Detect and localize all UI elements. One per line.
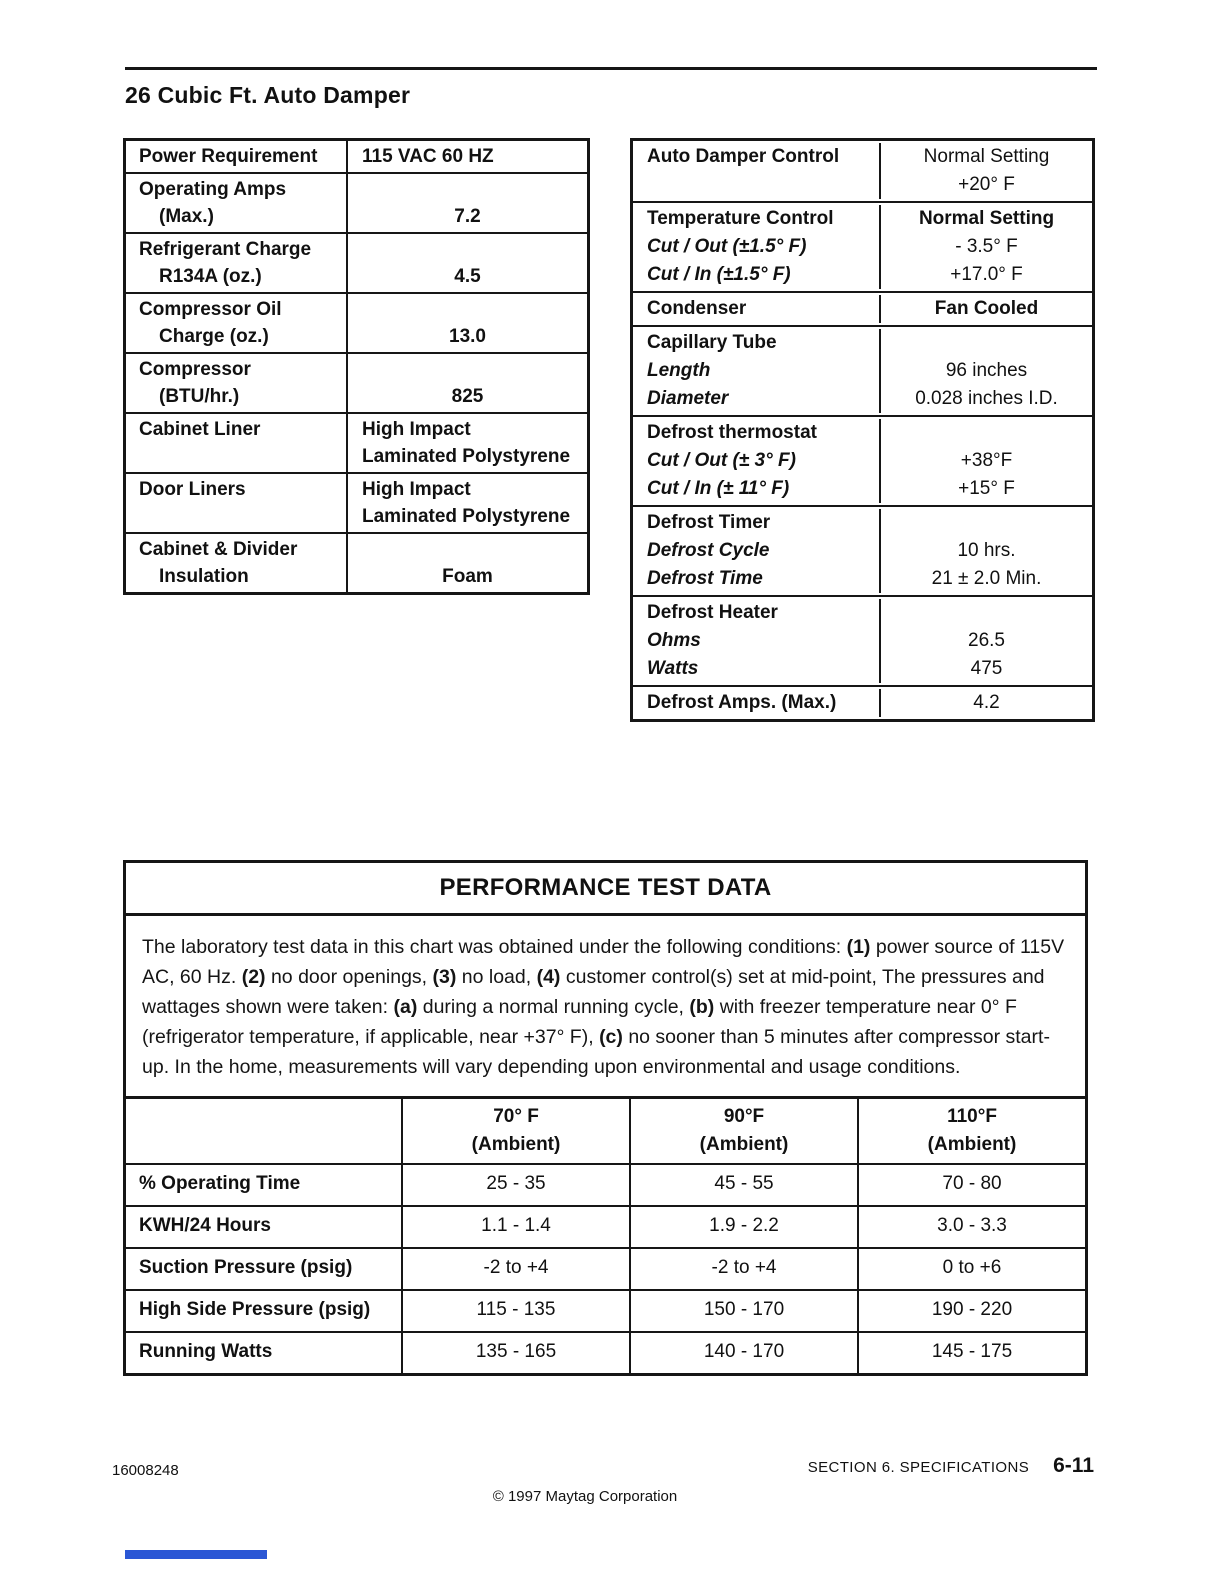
conditions-marker: (b)	[689, 996, 715, 1018]
table-row	[633, 627, 1092, 655]
spec-value-cell	[348, 174, 587, 232]
spec-value-cell	[348, 534, 587, 592]
table-row	[126, 1207, 1085, 1249]
spec-label: Defrost Heater	[633, 599, 881, 627]
spec-value-cell	[348, 474, 587, 532]
spec-label: Cut / In (±1.5° F)	[633, 261, 881, 289]
spec-label: Watts	[633, 655, 881, 683]
top-rule	[125, 67, 1097, 70]
table-group	[633, 327, 1092, 417]
spec-value-cell	[348, 234, 587, 292]
table-row	[633, 475, 1092, 503]
table-row	[633, 357, 1092, 385]
table-row	[633, 537, 1092, 565]
row-value: 25 - 35	[403, 1165, 631, 1205]
spec-value: +20° F	[958, 174, 1015, 195]
conditions-text: no load,	[456, 966, 537, 988]
row-label: % Operating Time	[126, 1165, 403, 1205]
row-value: 190 - 220	[931, 1299, 1013, 1320]
spec-label-line2: (BTU/hr.)	[159, 386, 240, 407]
spec-label-cell	[126, 141, 348, 172]
spec-label-line2: (Max.)	[159, 206, 214, 227]
conditions-text: no door openings,	[265, 966, 433, 988]
table-row	[633, 329, 1092, 357]
row-value: 140 - 170	[631, 1333, 859, 1373]
row-value: 1.9 - 2.2	[631, 1207, 859, 1247]
table-group	[633, 507, 1092, 597]
copyright-line: © 1997 Maytag Corporation	[492, 1488, 678, 1505]
conditions-marker: (4)	[536, 966, 561, 988]
spec-value: +15° F	[958, 478, 1015, 499]
spec-value: Normal Setting	[923, 146, 1050, 167]
table-group	[633, 293, 1092, 327]
table-row	[633, 295, 1092, 323]
row-label: Suction Pressure (psig)	[126, 1249, 403, 1289]
spec-label-cell	[126, 354, 348, 412]
conditions-marker: (2)	[241, 966, 266, 988]
table-row	[126, 1165, 1085, 1207]
spec-label: Defrost Time	[633, 565, 881, 593]
page-number: 6-11	[1053, 1454, 1094, 1477]
header-temp: 70° F	[493, 1106, 539, 1127]
spec-label: Defrost Timer	[633, 509, 881, 537]
table-row	[126, 1249, 1085, 1291]
table-row	[126, 174, 587, 234]
spec-label: Cut / Out (±1.5° F)	[633, 233, 881, 261]
row-value: 1.1 - 1.4	[403, 1207, 631, 1247]
spec-label-line2: Insulation	[159, 566, 249, 587]
spec-label: Ohms	[633, 627, 881, 655]
spec-label: Defrost thermostat	[633, 419, 881, 447]
spec-value: Foam	[442, 566, 493, 587]
header-ambient: (Ambient)	[699, 1134, 789, 1155]
table-row	[126, 234, 587, 294]
table-row	[633, 655, 1092, 683]
spec-value-cell	[348, 141, 587, 172]
table-row	[633, 205, 1092, 233]
spacer	[348, 296, 587, 323]
spec-value	[881, 329, 1092, 357]
table-row	[633, 689, 1092, 717]
table-row	[633, 447, 1092, 475]
spec-label: Power Requirement	[139, 146, 318, 167]
row-value: 70 - 80	[942, 1173, 1002, 1194]
spacer	[126, 503, 346, 530]
spec-label: Condenser	[633, 295, 881, 323]
spec-value: 26.5	[968, 630, 1005, 651]
table-row	[633, 599, 1092, 627]
spec-value-line2: Laminated Polystyrene	[362, 446, 571, 467]
spec-value: 21 ± 2.0 Min.	[931, 568, 1042, 589]
spacer	[348, 176, 587, 203]
spacer	[348, 356, 587, 383]
spec-label-line2: R134A (oz.)	[159, 266, 262, 287]
spec-label: Cut / Out (± 3° F)	[633, 447, 881, 475]
spec-value: 0.028 inches I.D.	[915, 388, 1058, 409]
spec-value-cell	[348, 354, 587, 412]
performance-test-data-box	[123, 860, 1088, 1376]
row-label: KWH/24 Hours	[126, 1207, 403, 1247]
spec-label-cell	[126, 174, 348, 232]
spec-label-cell	[126, 474, 348, 532]
table-row	[633, 385, 1092, 413]
conditions-marker: (1)	[846, 936, 871, 958]
table-row	[126, 414, 587, 474]
spec-value: High Impact	[362, 419, 471, 440]
spec-label-cell	[126, 234, 348, 292]
table-group	[633, 141, 1092, 203]
header-cell-empty	[126, 1099, 403, 1163]
spec-value-line2: Laminated Polystyrene	[362, 506, 571, 527]
spec-value: 4.5	[454, 266, 481, 287]
spec-value: 96 inches	[945, 360, 1028, 381]
bottom-blue-bar	[125, 1550, 267, 1559]
row-value: 145 - 175	[931, 1341, 1013, 1362]
spacer	[348, 236, 587, 263]
spec-label-cell	[126, 294, 348, 352]
performance-conditions	[126, 916, 1085, 1096]
spec-value: - 3.5° F	[955, 236, 1018, 257]
footer-section	[808, 1454, 1094, 1478]
spec-label-line2: Charge (oz.)	[159, 326, 269, 347]
table-row	[126, 294, 587, 354]
spec-value: +38°F	[960, 450, 1013, 471]
spacer	[348, 536, 587, 563]
row-label: High Side Pressure (psig)	[126, 1291, 403, 1331]
header-cell-70f	[403, 1099, 631, 1163]
page-title: 26 Cubic Ft. Auto Damper	[125, 82, 411, 108]
spec-label: Refrigerant Charge	[139, 239, 312, 260]
table-row	[633, 261, 1092, 289]
conditions-text: no sooner than 5 minutes after compressor start-up. In the home, measurements will vary depending upon environmental and usage conditions.	[142, 1026, 1050, 1078]
spec-label: Operating Amps	[139, 179, 287, 200]
row-value: 115 - 135	[403, 1291, 631, 1331]
table-row	[126, 474, 587, 534]
spec-value: +17.0° F	[950, 264, 1023, 285]
header-ambient: (Ambient)	[927, 1134, 1017, 1155]
conditions-text: customer control(s) set at mid-point, The pressures and wattages shown were taken:	[142, 966, 1045, 1018]
document-number: 16008248	[112, 1462, 179, 1479]
spec-table-right	[630, 138, 1095, 722]
header-temp: 90°F	[723, 1106, 765, 1127]
spacer	[126, 443, 346, 470]
spec-table-left	[123, 138, 590, 595]
table-group	[633, 203, 1092, 293]
row-value: -2 to +4	[403, 1249, 631, 1289]
spec-value: 825	[451, 386, 484, 407]
table-group	[633, 687, 1092, 719]
spec-value: High Impact	[362, 479, 471, 500]
conditions-marker: (3)	[432, 966, 457, 988]
table-row	[126, 534, 587, 592]
header-cell-90f	[631, 1099, 859, 1163]
conditions-text: with freezer temperature near 0° F (refrigerator temperature, if applicable, near +37° F),	[142, 996, 1017, 1048]
row-value: 0 to +6	[942, 1257, 1002, 1278]
row-value: 135 - 165	[403, 1333, 631, 1373]
spec-label: Cabinet & Divider	[139, 539, 298, 560]
spec-label: Diameter	[633, 385, 881, 413]
spec-value: 13.0	[449, 326, 486, 347]
spec-value: 4.2	[973, 692, 1000, 713]
table-row	[126, 1333, 1085, 1373]
table-group	[633, 597, 1092, 687]
conditions-marker: (a)	[393, 996, 418, 1018]
conditions-text: power source of 115V AC, 60 Hz.	[142, 936, 1065, 988]
row-value: -2 to +4	[631, 1249, 859, 1289]
spec-value: 7.2	[454, 206, 481, 227]
header-temp: 110°F	[947, 1106, 997, 1127]
row-value: 3.0 - 3.3	[937, 1215, 1007, 1236]
table-row	[633, 509, 1092, 537]
section-label: SECTION 6. SPECIFICATIONS	[807, 1459, 1030, 1476]
table-row	[633, 171, 1092, 199]
spec-value	[881, 509, 1092, 537]
spec-value-cell	[348, 294, 587, 352]
spec-value	[881, 599, 1092, 627]
row-label: Running Watts	[126, 1333, 403, 1373]
header-cell-110f	[859, 1099, 1085, 1163]
spec-label: Capillary Tube	[633, 329, 881, 357]
spec-label	[633, 171, 881, 199]
spec-label: Defrost Cycle	[633, 537, 881, 565]
spec-label: Door Liners	[139, 479, 246, 500]
spec-label: Length	[633, 357, 881, 385]
spec-value: Fan Cooled	[934, 298, 1039, 319]
table-row	[126, 354, 587, 414]
spec-value-cell	[348, 414, 587, 472]
spec-label: Defrost Amps. (Max.)	[633, 689, 881, 717]
spec-label: Cut / In (± 11° F)	[633, 475, 881, 503]
spec-value: 10 hrs.	[957, 540, 1016, 561]
header-ambient: (Ambient)	[471, 1134, 561, 1155]
spec-label: Auto Damper Control	[633, 143, 881, 171]
table-header-row	[126, 1099, 1085, 1165]
spec-label: Cabinet Liner	[139, 419, 261, 440]
table-row	[126, 141, 587, 174]
performance-table	[126, 1096, 1085, 1373]
row-value: 150 - 170	[631, 1291, 859, 1331]
spec-value: 115 VAC 60 HZ	[362, 146, 494, 167]
spec-label: Temperature Control	[633, 205, 881, 233]
table-row	[633, 143, 1092, 171]
conditions-text: The laboratory test data in this chart was obtained under the following conditions:	[142, 936, 847, 958]
conditions-text: during a normal running cycle,	[417, 996, 690, 1018]
row-value: 45 - 55	[631, 1165, 859, 1205]
spec-label-cell	[126, 534, 348, 592]
spec-value: Normal Setting	[918, 208, 1055, 229]
spec-value: 475	[970, 658, 1003, 679]
table-group	[633, 417, 1092, 507]
table-row	[126, 1291, 1085, 1333]
table-row	[633, 233, 1092, 261]
table-row	[633, 419, 1092, 447]
spec-label-cell	[126, 414, 348, 472]
spec-value	[881, 419, 1092, 447]
performance-title: PERFORMANCE TEST DATA	[126, 863, 1085, 916]
spec-label: Compressor	[139, 359, 251, 380]
conditions-marker: (c)	[599, 1026, 623, 1048]
spec-label: Compressor Oil	[139, 299, 282, 320]
table-row	[633, 565, 1092, 593]
